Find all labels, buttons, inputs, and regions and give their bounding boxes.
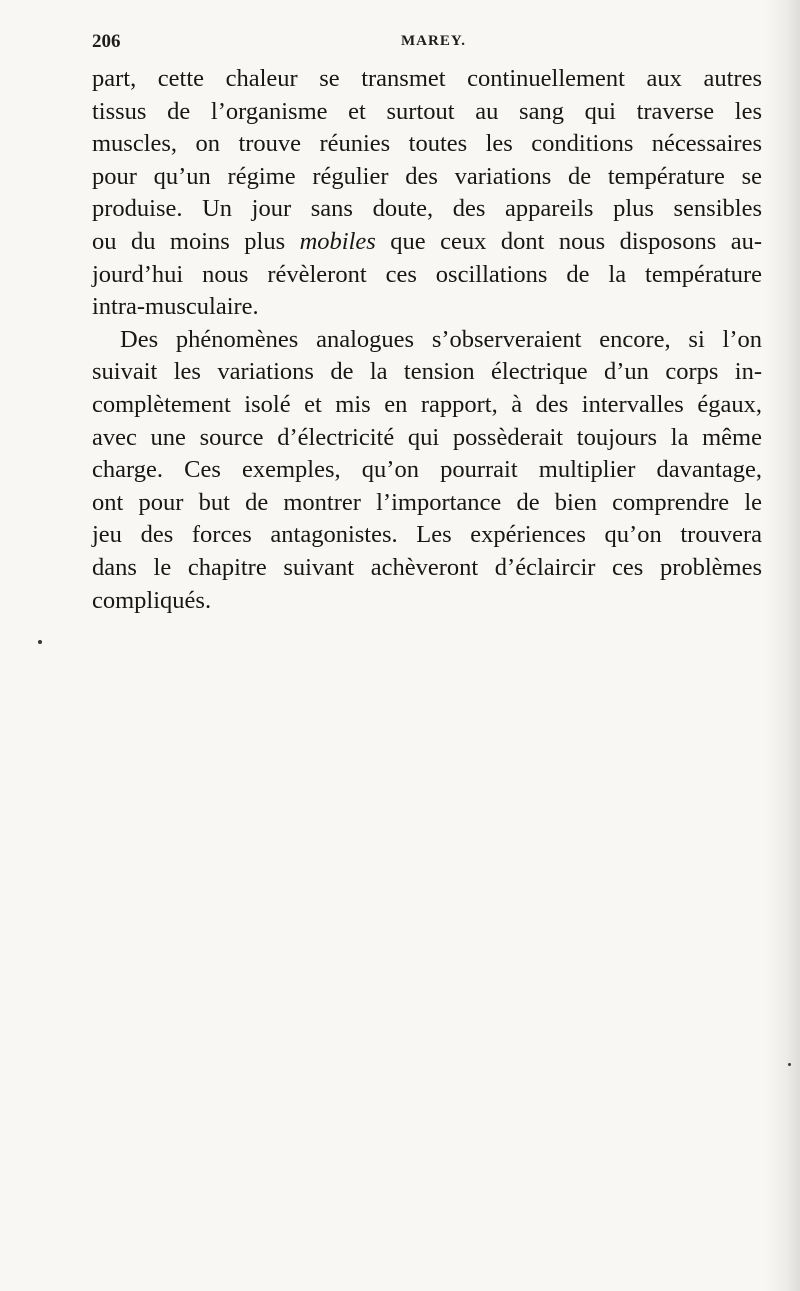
text-line: muscles, on trouve réunies toutes les conditions nécessaires (92, 130, 762, 158)
text-line: avec une source d’électricité qui possèderait toujours la même (92, 423, 762, 451)
running-head: MAREY. (401, 33, 467, 49)
text-line: jeu des forces antagonistes. Les expériences qu’on trouvera (92, 521, 762, 549)
text-line: compliqués. (92, 586, 212, 614)
text-line: complètement isolé et mis en rapport, à des intervalles égaux, (92, 390, 762, 418)
paragraph-2 (92, 324, 762, 617)
ink-speck (38, 640, 42, 644)
text-line: produise. Un jour sans doute, des appareils plus sensibles (92, 195, 762, 223)
page-gutter-shadow (764, 0, 800, 1291)
page-number: 206 (92, 31, 121, 52)
text-line: pour qu’un régime régulier des variations de température se (92, 162, 762, 190)
body-text (92, 63, 762, 617)
text-line: ont pour but de montrer l’importance de bien comprendre le (92, 488, 762, 516)
italic-word: mobiles (299, 227, 376, 255)
text-line: Des phénomènes analogues s’observeraient encore, si l’on (120, 325, 762, 353)
text-line: charge. Ces exemples, qu’on pourrait multiplier davantage, (92, 456, 762, 484)
text-line: intra-musculaire. (92, 293, 259, 321)
text-line: dans le chapitre suivant achèveront d’éclaircir ces problèmes (92, 553, 762, 581)
text-line: suivait les variations de la tension électrique d’un corps in- (92, 358, 762, 386)
text-line: jourd’hui nous révèleront ces oscillations de la température (92, 260, 762, 288)
text-line (92, 226, 762, 259)
text-fragment: ou du moins plus (92, 227, 286, 255)
text-line: part, cette chaleur se transmet continuellement aux autres (92, 65, 762, 92)
text-line: tissus de l’organisme et surtout au sang qui traverse les (92, 97, 762, 125)
text-fragment: que ceux dont nous disposons au- (390, 227, 762, 255)
page-header (92, 31, 762, 55)
paragraph-1 (92, 63, 762, 324)
